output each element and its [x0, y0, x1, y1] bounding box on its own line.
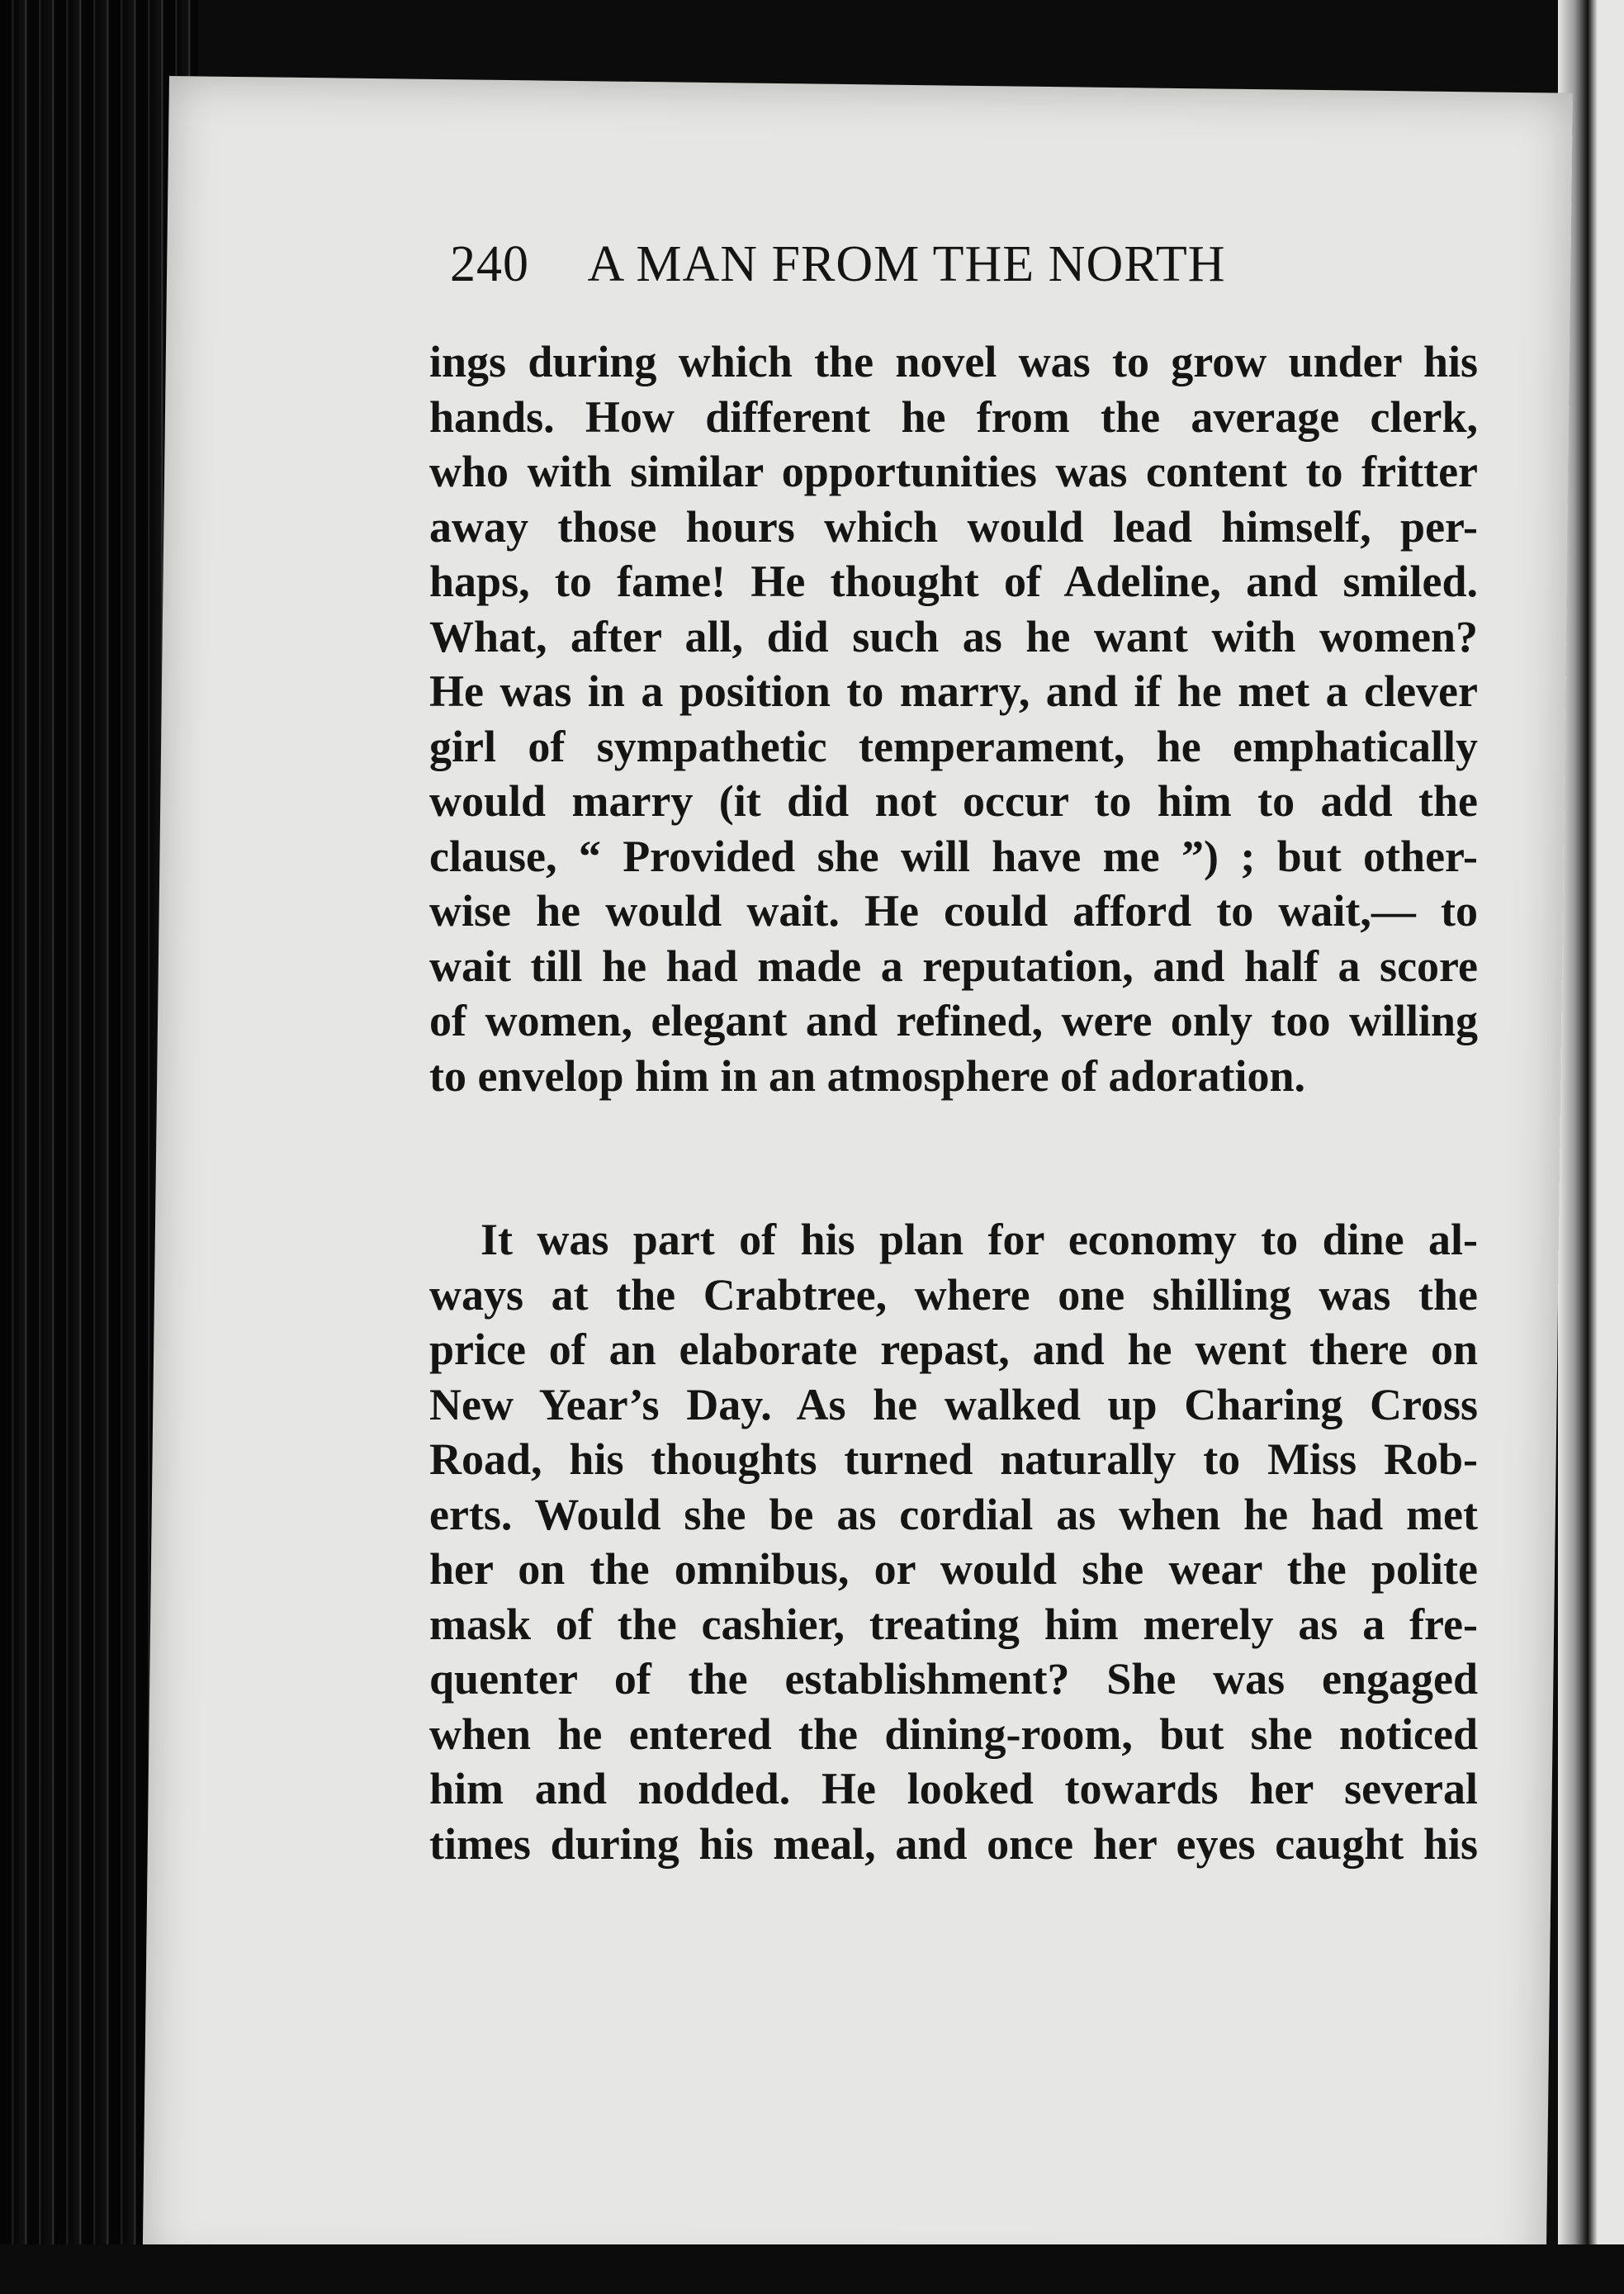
text-line: ways at the Crabtree, where one shilling was the [429, 1269, 1478, 1320]
text-line: when he entered the dining-room, but she noticed [429, 1709, 1478, 1759]
text-line: to envelop him in an atmosphere of adoration. [429, 1050, 1306, 1101]
text-line: would marry (it did not occur to him to add the [429, 776, 1478, 826]
text-line: mask of the cashier, treating him merely as a fre- [429, 1599, 1478, 1649]
text-line: away those hours which would lead himself, per- [429, 501, 1478, 552]
text-line: What, after all, did such as he want with women? [429, 611, 1478, 661]
text-line: ings during which the novel was to grow under his [429, 337, 1478, 386]
text-line: Road, his thoughts turned naturally to Miss Rob- [429, 1434, 1478, 1484]
text-line: girl of sympathetic temperament, he emphatically [429, 721, 1478, 771]
text-line: wait till he had made a reputation, and half a score [429, 941, 1478, 991]
page-number: 240 [450, 236, 529, 292]
text-line: quenter of the establishment? She was engaged [429, 1654, 1478, 1704]
text-line: clause, “ Provided she will have me ”) ; but other- [429, 831, 1478, 881]
paragraph-2 [429, 1212, 1478, 1871]
text-line: wise he would wait. He could afford to wait,— to [429, 886, 1478, 936]
text-line: hands. How different he from the average clerk, [429, 391, 1478, 442]
text-line: her on the omnibus, or would she wear the polite [429, 1544, 1478, 1594]
text-line: erts. Would she be as cordial as when he had met [429, 1489, 1478, 1539]
text-line: haps, to fame! He thought of Adeline, and smiled. [429, 557, 1478, 606]
bottom-border [0, 2244, 1624, 2294]
text-line: New Year’s Day. As he walked up Charing Cross [429, 1379, 1478, 1429]
running-title: A MAN FROM THE NORTH [587, 236, 1226, 292]
text-line: He was in a position to marry, and if he met a clever [429, 666, 1478, 716]
text-line: him and nodded. He looked towards her several [429, 1764, 1478, 1813]
paragraph-1 [429, 334, 1478, 1103]
text-line: price of an elaborate repast, and he went there on [429, 1325, 1478, 1374]
text-line: It was part of his plan for economy to dine al- [481, 1215, 1478, 1264]
text-line: of women, elegant and refined, were only too willing [429, 996, 1478, 1045]
running-header [450, 235, 1358, 294]
text-line: times during his meal, and once her eyes caught his [429, 1818, 1478, 1869]
text-line: who with similar opportunities was content to fritter [429, 447, 1478, 496]
